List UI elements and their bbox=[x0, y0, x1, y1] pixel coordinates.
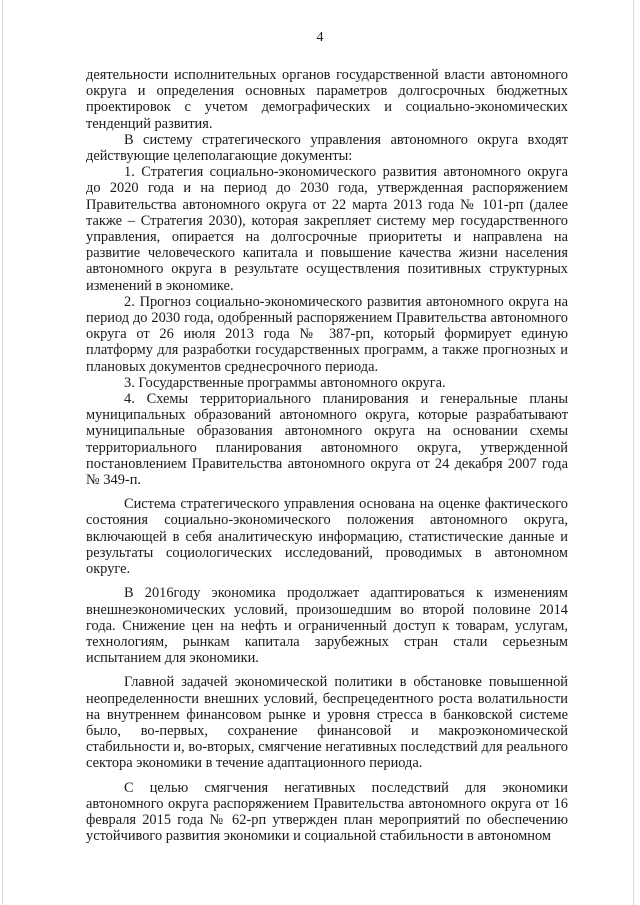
page-number: 4 bbox=[316, 30, 324, 45]
paragraph: Главной задачей экономической политики в обстановке повышенной неопределенности внешних условий, беспрецедентного роста волатильности на внутреннем финансовом рынке и уровня стресса в банковской системе было, во-первых, сохранение финансовой и макроэкономической стабильности и, во-вторых, смягчение негативных последствий для реального сектора экономики в течение адаптационного периода. bbox=[86, 674, 568, 772]
left-scan-edge bbox=[2, 0, 3, 905]
right-scan-edge bbox=[633, 0, 634, 905]
document-body bbox=[86, 67, 568, 844]
paragraph: 1. Стратегия социально-экономического развития автономного округа до 2020 года и на период до 2030 года, утвержденная распоряжением Правительства автономного округа от 22 марта 2013 года № 101-рп (далее также – Стратегия 2030), которая закрепляет систему мер государственного управления, опирается на долгосрочные приоритеты и направлена на развитие человеческого капитала и повышение качества жизни населения автономного округа в результате осуществления позитивных структурных изменений в экономике. bbox=[86, 164, 568, 294]
paragraph: В 2016году экономика продолжает адаптироваться к изменениям внешнеэкономических условий, произошедшим во второй половине 2014 года. Снижение цен на нефть и ограниченный доступ к товарам, услугам, технологиям, рынкам капитала зарубежных стран стали серьезным испытанием для экономики. bbox=[86, 585, 568, 667]
paragraph: 4. Схемы территориального планирования и генеральные планы муниципальных образований автономного округа, которые разрабатывают муниципальные образования автономного округа на основании схемы территориального планирования автономного округа, утвержденной постановлением Правительства автономного округа от 24 декабря 2007 года № 349-п. bbox=[86, 391, 568, 489]
paragraph: 2. Прогноз социально-экономического развития автономного округа на период до 2030 года, одобренный распоряжением Правительства автономного округа от 26 июля 2013 года № 387-рп, который формирует единую платформу для разработки государственных программ, а также прогнозных и плановых документов среднесрочного периода. bbox=[86, 293, 568, 375]
paragraph: С целью смягчения негативных последствий для экономики автономного округа распоряжением Правительства автономного округа от 16 февраля 2015 года № 62-рп утвержден план мероприятий по обеспечению устойчивого развития экономики и социальной стабильности в автономном bbox=[86, 779, 568, 845]
paragraph: деятельности исполнительных органов государственной власти автономного округа и определения основных параметров долгосрочных бюджетных проектировок с учетом демографических и социально-экономических тенденций развития. bbox=[86, 67, 568, 132]
paragraph: 3. Государственные программы автономного округа. bbox=[124, 374, 446, 391]
paragraph: Система стратегического управления основана на оценке фактического состояния социально-экономического положения автономного округа, включающей в себя аналитическую информацию, статистические данные и результаты социологических исследований, проводимых в автономном округе. bbox=[86, 496, 568, 578]
paragraph: В систему стратегического управления автономного округа входят действующие целеполагающие документы: bbox=[86, 131, 568, 165]
